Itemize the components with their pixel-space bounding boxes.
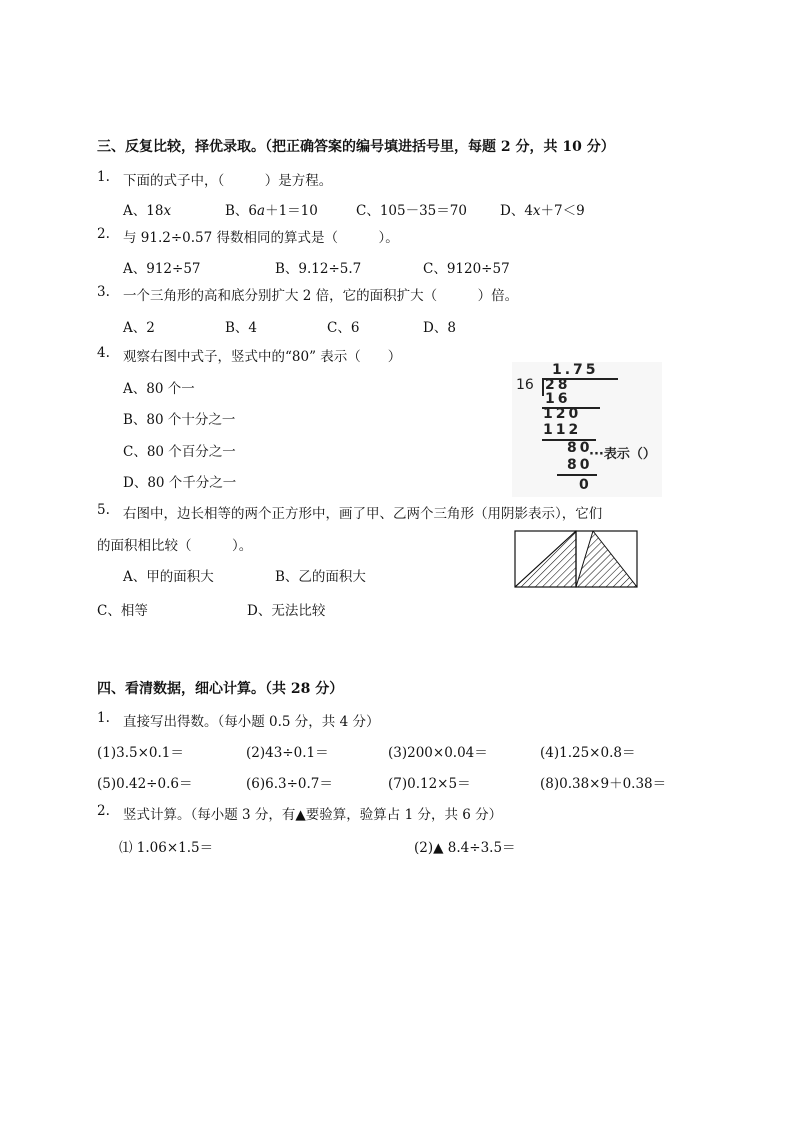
calc-item-2: (2)43÷0.1＝ bbox=[246, 745, 329, 761]
q5-number: 5. bbox=[97, 502, 110, 518]
calc-item-3: (3)200×0.04＝ bbox=[388, 745, 488, 761]
calc-item-4: (4)1.25×0.8＝ bbox=[540, 745, 636, 761]
dividend: 28 bbox=[545, 377, 571, 393]
q2-option-a[interactable]: A、912÷57 bbox=[123, 261, 201, 277]
q4-option-c[interactable]: C、80 个百分之一 bbox=[123, 444, 236, 460]
calc-item-8: (8)0.38×9＋0.38＝ bbox=[540, 776, 667, 792]
division-row-80: 80 bbox=[567, 440, 593, 456]
q3-option-c[interactable]: C、6 bbox=[327, 320, 360, 336]
q1-number: 1. bbox=[97, 169, 110, 185]
q3-option-a[interactable]: A、2 bbox=[123, 320, 155, 336]
q1-option-d[interactable]: D、4x＋7＜9 bbox=[500, 203, 585, 219]
q3-option-d[interactable]: D、8 bbox=[423, 320, 456, 336]
q2-text: 与 91.2÷0.57 得数相同的算式是（ ）。 bbox=[123, 230, 399, 246]
vertical-calc-1: ⑴ 1.06×1.5＝ bbox=[119, 840, 214, 856]
two-squares-triangles-figure bbox=[514, 530, 638, 588]
calc-item-5: (5)0.42÷0.6＝ bbox=[97, 776, 193, 792]
q1-option-a[interactable]: A、18x bbox=[123, 203, 172, 219]
quotient: 1.75 bbox=[552, 362, 599, 378]
q4-number: 4. bbox=[97, 345, 110, 361]
q1-text: 下面的式子中，（ ）是方程。 bbox=[123, 173, 333, 189]
triangle-yi bbox=[576, 531, 637, 587]
division-row-80-second: 80 bbox=[567, 457, 593, 473]
q5-text: 右图中，边长相等的两个正方形中，画了甲、乙两个三角形（用阴影表示），它们 bbox=[123, 506, 603, 522]
q1-option-b[interactable]: B、6a＋1＝10 bbox=[225, 203, 318, 219]
division-row-120: 120 bbox=[543, 406, 582, 422]
q3-number: 3. bbox=[97, 284, 110, 300]
q5-option-a[interactable]: A、甲的面积大 bbox=[123, 569, 214, 585]
calc-item-7: (7)0.12×5＝ bbox=[388, 776, 471, 792]
q4-option-b[interactable]: B、80 个十分之一 bbox=[123, 412, 236, 428]
q3-text: 一个三角形的高和底分别扩大 2 倍，它的面积扩大（ ）倍。 bbox=[123, 288, 519, 304]
q2-number: 2. bbox=[97, 226, 110, 242]
q5-option-d[interactable]: D、无法比较 bbox=[247, 603, 326, 619]
calc-item-1: (1)3.5×0.1＝ bbox=[97, 745, 184, 761]
division-row-16: 16 bbox=[545, 391, 571, 407]
q2-option-c[interactable]: C、9120÷57 bbox=[423, 261, 510, 277]
long-division-figure bbox=[512, 362, 662, 497]
s4-q2-number: 2. bbox=[97, 803, 110, 819]
vertical-calc-2: (2)▲ 8.4÷3.5＝ bbox=[414, 840, 516, 856]
q5-text-continued: 的面积相比较（ ）。 bbox=[97, 538, 253, 554]
q1-option-c[interactable]: C、105－35＝70 bbox=[356, 203, 467, 219]
s4-q1-text: 直接写出得数。（每小题 0.5 分，共 4 分） bbox=[123, 714, 380, 730]
division-remainder: 0 bbox=[579, 477, 592, 493]
divisor: 16 bbox=[516, 377, 534, 393]
q4-option-d[interactable]: D、80 个千分之一 bbox=[123, 475, 237, 491]
q5-option-c[interactable]: C、相等 bbox=[97, 603, 148, 619]
section3-title: 三、反复比较，择优录取。（把正确答案的编号填进括号里，每题 2 分，共 10 分） bbox=[97, 139, 615, 155]
calc-item-6: (6)6.3÷0.7＝ bbox=[246, 776, 333, 792]
q4-text: 观察右图中式子，竖式中的“80” 表示（ ） bbox=[123, 349, 402, 365]
q4-option-a[interactable]: A、80 个一 bbox=[123, 381, 195, 397]
division-row-112: 112 bbox=[543, 422, 582, 438]
section4-title: 四、看清数据，细心计算。（共 28 分） bbox=[97, 681, 344, 697]
q5-option-b[interactable]: B、乙的面积大 bbox=[275, 569, 366, 585]
q3-option-b[interactable]: B、4 bbox=[225, 320, 258, 336]
s4-q2-text: 竖式计算。（每小题 3 分，有▲要验算，验算占 1 分，共 6 分） bbox=[123, 807, 503, 823]
division-annotation: ···表示（） bbox=[589, 447, 656, 462]
s4-q1-number: 1. bbox=[97, 710, 110, 726]
q2-option-b[interactable]: B、9.12÷5.7 bbox=[275, 261, 362, 277]
